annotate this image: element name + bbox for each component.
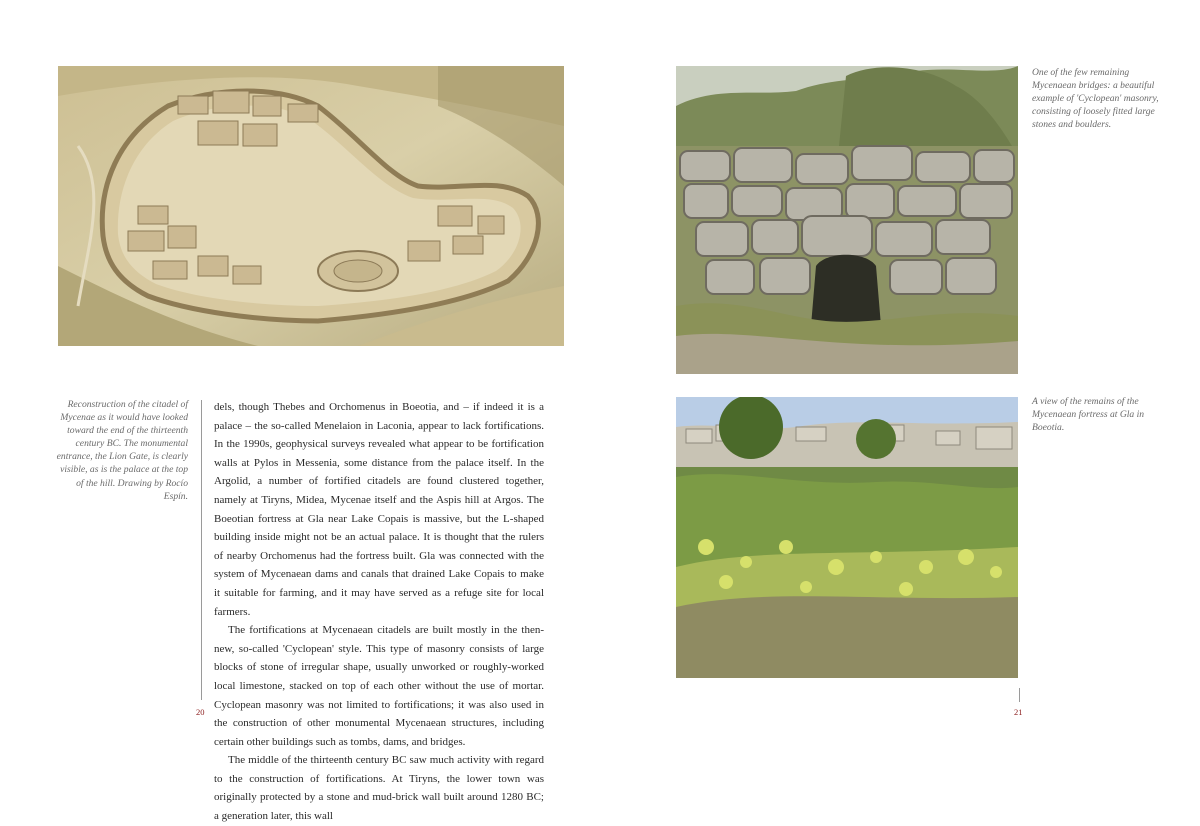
gla-fortress-photo: [676, 397, 1018, 678]
bridge-caption: One of the few remaining Mycenaean bridges: a beautiful example of 'Cyclopean' masonry, consisting of loosely fitted large stones and boulders.: [1032, 67, 1159, 131]
citadel-reconstruction-image: [58, 66, 564, 346]
gla-caption: A view of the remains of the Mycenaean fortress at Gla in Boeotia.: [1032, 396, 1145, 434]
column-rule-right: [1019, 688, 1020, 702]
page-number-right: 21: [1014, 707, 1023, 717]
body-paragraph-3: The middle of the thirteenth century BC saw much activity with regard to the construction of fortifications. At Tiryns, the lower town was originally protected by a stone and mud-brick wall built around 1280 BC; a generation later, this wall: [214, 754, 544, 823]
mycenaean-bridge-photo: [676, 66, 1018, 374]
body-paragraph-1: dels, though Thebes and Orchomenus in Boeotia, and – if indeed it is a palace – the so-called Menelaion in Laconia, appear to lack fortifications. In the 1990s, geophysical surveys revealed what appear to be fortification walls at Pylos in Messenia, some distance from the palace itself. In the Argolid, a number of fortified citadels are found clustered together, namely at Tiryns, Midea, Mycenae itself and the Aspis hill at Argos. The Boeotian fortress at Gla near Lake Copais is massive, but the L-shaped building inside might not be an actual palace. It is thought that the rulers of nearby Orchomenus had the fortress built. Gla was connected with the system of Mycenaean dams and canals that drained Lake Copais to make it suitable for farming, and it may have served as a refuge site for local farmers.: [214, 401, 544, 618]
citadel-caption: Reconstruction of the citadel of Mycenae as it would have looked toward the end of the thirteenth century BC. The monumental entrance, the Lion Gate, is clearly visible, as is the palace at the top of the hill. Drawing by Rocío Espín.: [56, 399, 188, 502]
body-text: [214, 398, 544, 826]
body-paragraph-2: The fortifications at Mycenaean citadels are built mostly in the then-new, so-called 'Cyclopean' style. This type of masonry consists of large blocks of stone of irregular shape, usually unworked or roughly-worked local limestone, stacked on top of each other without the use of mortar. Cyclopean masonry was not limited to fortifications; it was also used in the construction of other monumental Mycenaean structures, including certain other buildings such as tombs, dams, and bridges.: [214, 624, 544, 748]
column-rule-left: [201, 400, 202, 700]
page-number-left: 20: [196, 707, 205, 717]
